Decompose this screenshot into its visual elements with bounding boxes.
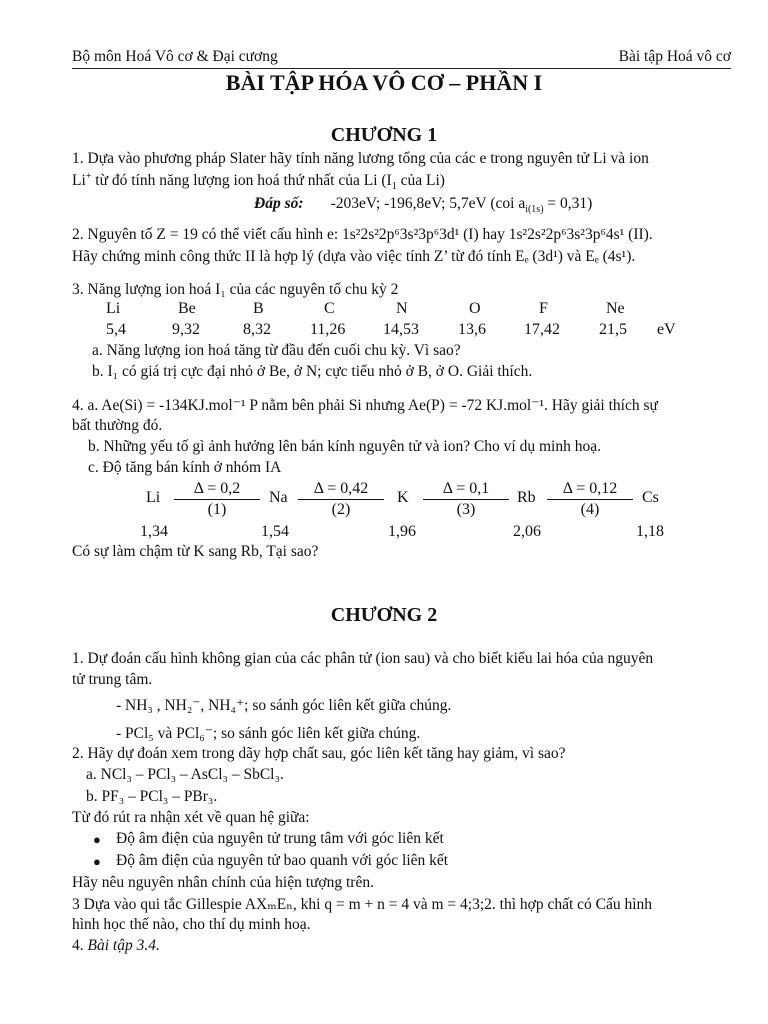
ie-element: N <box>396 300 408 317</box>
ch1-q3-line1: 3. Năng lượng ion hoá I₁ của các nguyên tố chu kỳ 2 <box>72 281 399 298</box>
ch1-q4-c: c. Độ tăng bán kính ở nhóm IA <box>88 459 282 476</box>
ie-element: O <box>469 300 481 317</box>
ch2-q2-line4: Từ đó rút ra nhận xét về quan hệ giữa: <box>72 809 310 826</box>
ie-value: 13,6 <box>458 321 486 338</box>
radius-step <box>174 480 260 519</box>
ie-element: Ne <box>606 300 625 317</box>
ie-element: F <box>539 300 548 317</box>
radius-value: 1,96 <box>388 523 416 540</box>
ie-element: Li <box>106 300 121 317</box>
ie-unit: eV <box>657 321 676 338</box>
ch1-q2-line1: 2. Nguyên tố Z = 19 có thể viết cấu hình e: 1s²2s²2p⁶3s²3p⁶3d¹ (I) hay 1s²2s²2p⁶3s²3p⁶4s¹ (II). <box>72 226 653 243</box>
ch2-q3-line2: hình học thế nào, cho thí dụ minh hoạ. <box>72 916 311 933</box>
radius-step-label: (4) <box>580 501 600 518</box>
ch1-q1-answer: Đáp số: -203eV; -196,8eV; 5,7eV (coi $a_{i(1s)} = 0,31$) <box>254 195 593 216</box>
exercise-ref: Bài tập 3.4. <box>87 937 160 954</box>
ie-element: Be <box>178 300 196 317</box>
document-title: BÀI TẬP HÓA VÔ CƠ – PHẦN I <box>225 70 543 95</box>
radius-delta: Δ = 0,42 <box>298 480 384 500</box>
radius-step <box>423 480 509 519</box>
ch1-q4-b: b. Những yếu tố gì ảnh hưởng lên bán kính nguyên tử và ion? Cho ví dụ minh hoạ. <box>88 438 601 455</box>
ch1-q3-a: a. Năng lượng ion hoá tăng từ đầu đến cuối chu kỳ. Vì sao? <box>92 342 461 359</box>
answer-label: Đáp số: <box>254 195 304 212</box>
radius-element: Rb <box>517 489 536 506</box>
chapter-1-heading: CHƯƠNG 1 <box>330 124 438 146</box>
ch2-q1-line1: 1. Dự đoán cấu hình không gian của các phân tử (ion sau) và cho biết kiểu lai hóa của nguyên <box>72 650 654 667</box>
header-left: Bộ môn Hoá Vô cơ & Đại cương <box>72 48 278 65</box>
ch2-q4: 4. Bài tập 3.4. <box>72 937 160 954</box>
ie-value: 11,26 <box>310 321 346 338</box>
radius-delta: Δ = 0,12 <box>547 480 633 500</box>
radius-value: 1,54 <box>261 523 289 540</box>
ch1-q4-end: Có sự làm chậm từ K sang Rb, Tại sao? <box>72 543 319 560</box>
radius-delta: Δ = 0,1 <box>423 480 509 500</box>
ch1-q2-line2: Hãy chứng minh công thức II là hợp lý (dựa vào việc tính Z’ từ đó tính Eₑ (3d¹) và Eₑ (4s¹). <box>72 248 636 265</box>
radius-element: K <box>397 489 409 506</box>
ch2-q1-item1: - NH₃ , NH₂⁻, NH₄⁺; so sánh góc liên kết giữa chúng. <box>116 697 452 714</box>
radius-element: Cs <box>642 489 659 506</box>
ch2-q2-b: b. PF₃ – PCl₃ – PBr₃. <box>86 788 218 805</box>
radius-step-label: (3) <box>456 501 476 518</box>
ch2-q2-a: a. NCl₃ – PCl₃ – AsCl₃ – SbCl₃. <box>86 766 284 783</box>
ie-value: 5,4 <box>106 321 126 338</box>
ie-value: 8,32 <box>243 321 271 338</box>
ie-value: 17,42 <box>524 321 560 338</box>
header-right: Bài tập Hoá vô cơ <box>618 48 731 65</box>
page-header <box>72 48 731 69</box>
bullet-icon: ● <box>93 854 101 869</box>
ch2-q1-line2: tử trung tâm. <box>72 671 153 688</box>
ch2-q3-line1: 3 Dựa vào qui tắc Gillespie AXₘEₙ, khi q = m + n = 4 và m = 4;3;2. thì hợp chất có Cấu hình <box>72 896 653 913</box>
ch2-q2-bullet2: Độ âm điện của nguyên tử bao quanh với góc liên kết <box>116 852 449 869</box>
chapter-2-heading: CHƯƠNG 2 <box>330 604 438 626</box>
ie-element: B <box>253 300 264 317</box>
ch2-q2-line1: 2. Hãy dự đoán xem trong dãy hợp chất sau, góc liên kết tăng hay giảm, vì sao? <box>72 745 566 762</box>
radius-element: Li <box>146 489 161 506</box>
ch1-q1-line2: Li+ từ đó tính năng lượng ion hoá thứ nhất của Li ($I_1$ của Li) <box>72 170 445 193</box>
radius-value: 2,06 <box>513 523 541 540</box>
ch1-q3-b: b. I₁ có giá trị cực đại nhỏ ở Be, ở N; cực tiểu nhỏ ở B, ở O. Giải thích. <box>92 363 533 380</box>
bullet-icon: ● <box>93 832 101 847</box>
ch2-q1-item2: - PCl₅ và PCl₆⁻; so sánh góc liên kết giữa chúng. <box>116 725 421 742</box>
radius-element: Na <box>269 489 288 506</box>
ch1-q1-line1: 1. Dựa vào phương pháp Slater hãy tính năng lương tổng của các e trong nguyên tử Li và ion <box>72 150 649 167</box>
radius-value: 1,34 <box>140 523 168 540</box>
ch1-q4-line1: 4. a. Ae(Si) = -134KJ.mol⁻¹ P nằm bên phải Si nhưng Ae(P) = -72 KJ.mol⁻¹. Hãy giải thích sự <box>72 397 658 414</box>
radius-step <box>298 480 384 519</box>
ch2-q2-line7: Hãy nêu nguyên nhân chính của hiện tượng trên. <box>72 874 374 891</box>
ch1-q4-line2: bất thường đó. <box>72 417 163 434</box>
radius-delta: Δ = 0,2 <box>174 480 260 500</box>
ch2-q2-bullet1: Độ âm điện của nguyên tử trung tâm với góc liên kết <box>116 830 444 847</box>
ie-element: C <box>324 300 335 317</box>
radius-value: 1,18 <box>636 523 664 540</box>
radius-step-label: (1) <box>207 501 227 518</box>
ie-value: 21,5 <box>599 321 627 338</box>
radius-step-label: (2) <box>331 501 351 518</box>
ie-value: 9,32 <box>172 321 200 338</box>
ie-value: 14,53 <box>383 321 419 338</box>
radius-step <box>547 480 633 519</box>
